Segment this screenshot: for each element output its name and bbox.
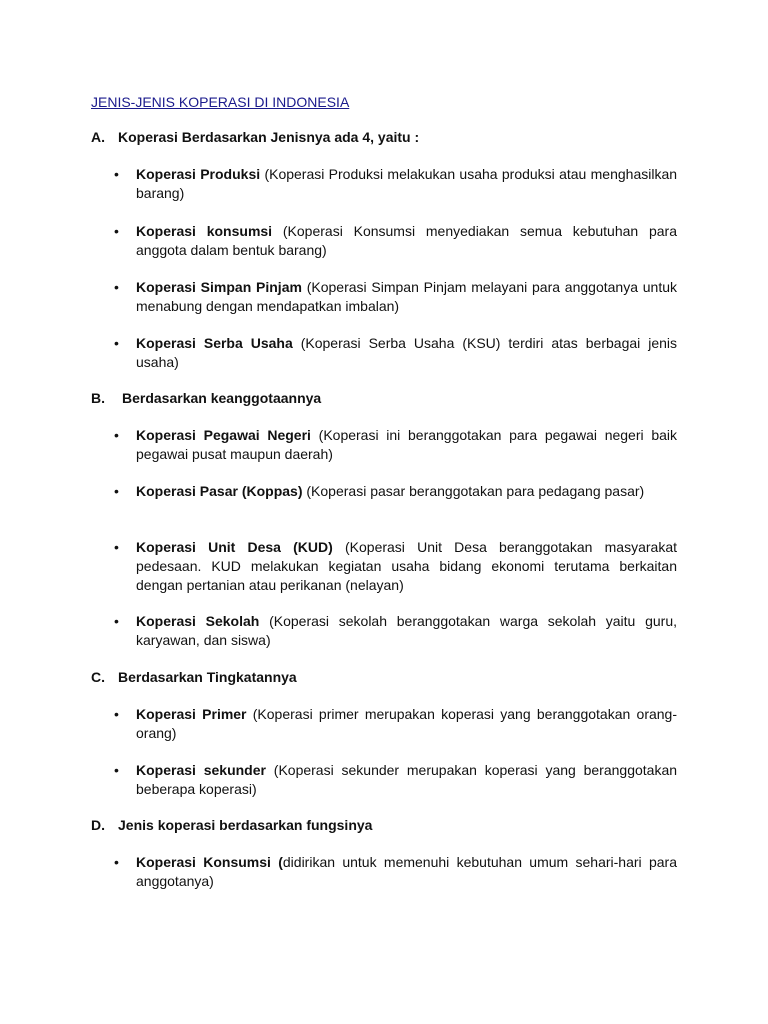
item-term: Koperasi Pasar (Koppas) xyxy=(136,483,303,499)
item-description: didirikan untuk memenuhi kebutuhan umum sehari-hari para anggotanya) xyxy=(136,854,677,889)
item-term: Koperasi Konsumsi ( xyxy=(136,854,283,870)
item-description: (Koperasi Unit Desa beranggotakan masyarakat pedesaan. KUD melakukan kegiatan usaha bidang ekonomi terutama berkaitan dengan pertanian atau perikanan (nelayan) xyxy=(136,539,678,593)
item-description: (Koperasi Simpan Pinjam melayani para anggotanya untuk menabung dengan mendapatkan imbalan) xyxy=(136,279,678,314)
section-a-heading xyxy=(91,128,419,147)
item-term: Koperasi Primer xyxy=(136,706,247,722)
item-term: Koperasi Unit Desa (KUD) xyxy=(136,539,333,555)
list-item xyxy=(114,482,677,501)
list-item xyxy=(114,853,677,891)
section-c-heading xyxy=(91,668,297,687)
section-letter: A. xyxy=(91,129,105,145)
bullet-icon: • xyxy=(114,854,119,870)
item-description: (Koperasi Konsumsi menyediakan semua kebutuhan para anggota dalam bentuk barang) xyxy=(136,223,678,258)
list-item xyxy=(114,278,677,316)
item-term: Koperasi Simpan Pinjam xyxy=(136,279,302,295)
item-description: (Koperasi Serba Usaha (KSU) terdiri atas berbagai jenis usaha) xyxy=(136,335,678,370)
section-letter: B. xyxy=(91,390,105,406)
list-item xyxy=(114,705,677,743)
item-description: (Koperasi ini beranggotakan para pegawai negeri baik pegawai pusat maupun daerah) xyxy=(136,427,678,462)
item-term: Koperasi konsumsi xyxy=(136,223,273,239)
section-heading-text: Berdasarkan Tingkatannya xyxy=(118,669,297,685)
bullet-icon: • xyxy=(114,706,119,722)
item-term: Koperasi sekunder xyxy=(136,762,266,778)
bullet-icon: • xyxy=(114,762,119,778)
list-item xyxy=(114,612,677,650)
list-item xyxy=(114,538,677,595)
list-item xyxy=(114,334,677,372)
bullet-icon: • xyxy=(114,166,119,182)
bullet-icon: • xyxy=(114,539,119,555)
item-term: Koperasi Serba Usaha xyxy=(136,335,293,351)
bullet-icon: • xyxy=(114,483,119,499)
bullet-icon: • xyxy=(114,223,119,239)
section-b-heading xyxy=(91,389,321,408)
bullet-icon: • xyxy=(114,613,119,629)
section-letter: C. xyxy=(91,669,105,685)
item-description: (Koperasi primer merupakan koperasi yang beranggotakan orang-orang) xyxy=(136,706,677,741)
bullet-icon: • xyxy=(114,335,119,351)
list-item xyxy=(114,761,677,799)
item-term: Koperasi Pegawai Negeri xyxy=(136,427,311,443)
section-letter: D. xyxy=(91,817,105,833)
bullet-icon: • xyxy=(114,427,119,443)
section-heading-text: Berdasarkan keanggotaannya xyxy=(122,390,322,406)
item-description: (Koperasi sekolah beranggotakan warga sekolah yaitu guru, karyawan, dan siswa) xyxy=(136,613,677,648)
item-description: (Koperasi pasar beranggotakan para pedagang pasar) xyxy=(306,483,645,499)
item-description: (Koperasi Produksi melakukan usaha produksi atau menghasilkan barang) xyxy=(136,166,678,201)
document-title[interactable]: JENIS-JENIS KOPERASI DI INDONESIA xyxy=(91,94,350,110)
item-term: Koperasi Sekolah xyxy=(136,613,260,629)
bullet-icon: • xyxy=(114,279,119,295)
item-term: Koperasi Produksi xyxy=(136,166,261,182)
list-item xyxy=(114,222,677,260)
section-heading-text: Jenis koperasi berdasarkan fungsinya xyxy=(118,817,373,833)
list-item xyxy=(114,165,677,203)
item-description: (Koperasi sekunder merupakan koperasi yang beranggotakan beberapa koperasi) xyxy=(136,762,678,797)
section-d-heading xyxy=(91,816,372,835)
section-heading-text: Koperasi Berdasarkan Jenisnya ada 4, yaitu : xyxy=(118,129,420,145)
list-item xyxy=(114,426,677,464)
